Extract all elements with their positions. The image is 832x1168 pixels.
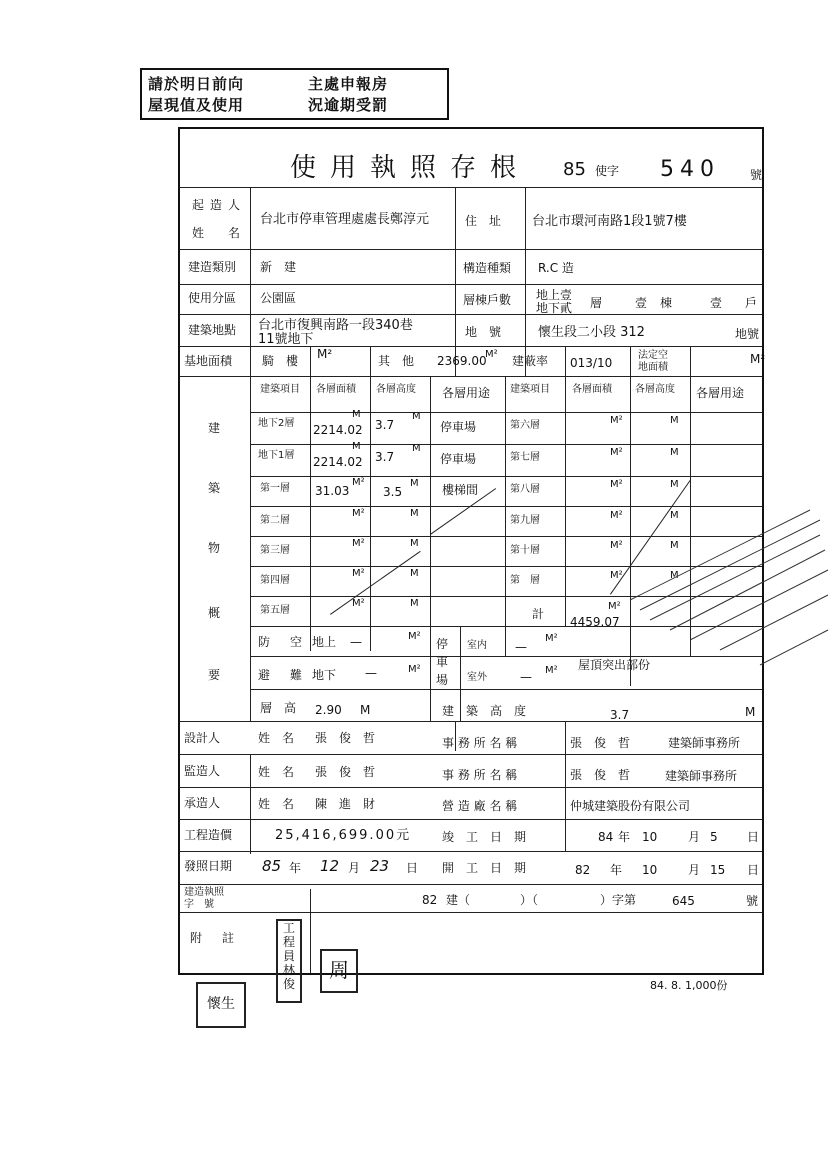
roof-label: 屋頂突出部份 — [578, 658, 651, 672]
floors-above: 地上壹 — [536, 288, 573, 302]
parking-outdoor-dash: — — [520, 670, 532, 684]
coverage-label: 建蔽率 — [512, 354, 549, 368]
lot-label: 地 號 — [465, 325, 502, 339]
col-item-right: 建築項目 — [510, 384, 550, 395]
supervisor-office-name: 張 俊 哲 — [570, 768, 631, 782]
form-title: 使用執照存根 — [290, 153, 531, 183]
permit-label-2: 字 號 — [184, 899, 214, 910]
site-value-2: 11號地下 — [258, 332, 314, 347]
row-9f-height-unit: M — [670, 510, 679, 521]
row-nf-height-unit: M — [670, 570, 679, 581]
site-area-label: 基地面積 — [184, 354, 233, 368]
contractor-firm-name: 仲城建築股份有限公司 — [570, 799, 691, 813]
row-b2-name: 地下2層 — [258, 418, 295, 429]
zone-value: 公園區 — [260, 291, 297, 305]
hu-num: 壹 — [710, 296, 723, 310]
open-label-1: 法定空 — [638, 350, 668, 361]
row-b1-height-unit: M — [412, 443, 421, 454]
start-month-unit: 月 — [688, 863, 701, 877]
contractor-firm-label: 營 造 廠 名 稱 — [442, 799, 518, 813]
warning-line-2: 屋現值及使用 況逾期受罰 — [148, 96, 389, 114]
engineer-title: 工程員 — [282, 921, 295, 963]
floors-label: 層棟戶數 — [463, 293, 512, 307]
hu: 戶 — [745, 296, 758, 310]
row-b1-area-unit: M — [352, 441, 361, 452]
contractor-name: 陳 進 財 — [315, 797, 376, 811]
row-4f-area-unit: M² — [352, 568, 365, 579]
row-nf-area-unit: M² — [610, 570, 623, 581]
parking-indoor-unit: M² — [545, 633, 558, 644]
official-seal-text: 周 — [329, 958, 349, 982]
shelter-above-unit: M² — [408, 631, 421, 642]
row-3f-area-unit: M² — [352, 538, 365, 549]
start-year: 82 — [575, 863, 591, 877]
designer-label: 設計人 — [184, 731, 221, 745]
designer-office-label: 事 務 所 名 稱 — [442, 736, 518, 750]
open-unit: M² — [750, 352, 766, 366]
row-b1-height: 3.7 — [375, 450, 395, 464]
row-b2-height-unit: M — [412, 411, 421, 422]
supervisor-office-type: 建築師事務所 — [665, 769, 738, 783]
row-b1-use: 停車場 — [440, 452, 477, 466]
col-use-right: 各層用途 — [696, 386, 745, 400]
side-label-4: 概 — [208, 606, 221, 620]
arcade-label: 騎 樓 — [262, 354, 299, 368]
done-year: 84 — [598, 830, 614, 844]
row-8f-name: 第八層 — [510, 484, 540, 495]
address-value: 台北市環河南路1段1號7樓 — [532, 214, 687, 229]
permit-year: 85 — [563, 159, 586, 180]
row-1f-use: 樓梯間 — [442, 483, 479, 497]
coverage-value: 013/10 — [570, 356, 613, 370]
row-2f-name: 第二層 — [260, 515, 290, 526]
official-seal — [320, 949, 358, 993]
done-year-unit: 年 — [618, 830, 631, 844]
row-b2-area-unit: M — [352, 409, 361, 420]
applicant-label-1: 起造人 — [192, 198, 247, 212]
col-item-left: 建築項目 — [260, 384, 300, 395]
row-1f-area: 31.03 — [315, 484, 350, 498]
row-4f-height-unit: M — [410, 568, 419, 579]
col-height-right: 各層高度 — [635, 384, 675, 395]
row-b2-area: 2214.02 — [313, 423, 363, 437]
row-nf-name: 第 層 — [510, 575, 540, 586]
floors-ceng: 層 — [590, 296, 603, 310]
side-label-1: 建 — [208, 421, 221, 435]
row-5f-name: 第五層 — [260, 605, 290, 616]
engineer-seal — [276, 919, 302, 1003]
storey-height-label: 層 高 — [260, 701, 297, 715]
row-b1-area: 2214.02 — [313, 455, 363, 469]
issue-year-unit: 年 — [289, 861, 302, 875]
site-value-1: 台北市復興南路一段340巷 — [258, 318, 413, 333]
total-unit: M² — [608, 601, 621, 612]
row-6f-name: 第六層 — [510, 420, 540, 431]
row-4f-name: 第四層 — [260, 575, 290, 586]
row-2f-area-unit: M² — [352, 508, 365, 519]
row-3f-height-unit: M — [410, 538, 419, 549]
start-day-unit: 日 — [747, 863, 760, 877]
permit-zi: ）字第 — [600, 893, 637, 907]
issue-label: 發照日期 — [184, 859, 233, 873]
shelter-below: 地下 — [312, 668, 337, 682]
permit-year-ref: 82 — [422, 893, 438, 907]
side-label-5: 要 — [208, 668, 221, 682]
notes-label: 附 註 — [190, 931, 239, 945]
shelter-label-2: 避 難 — [258, 668, 307, 682]
floors-below: 地下貳 — [536, 301, 573, 315]
row-1f-name: 第一層 — [260, 483, 290, 494]
type-value: 新 建 — [260, 260, 297, 274]
row-9f-area-unit: M² — [610, 510, 623, 521]
storey-height-unit: M — [360, 703, 371, 717]
row-5f-area-unit: M² — [352, 598, 365, 609]
row-6f-height-unit: M — [670, 415, 679, 426]
shelter-above-dash: — — [350, 635, 362, 649]
done-day-unit: 日 — [747, 830, 760, 844]
row-8f-area-unit: M² — [610, 479, 623, 490]
issue-month: 12 — [320, 857, 340, 875]
start-day: 15 — [710, 863, 726, 877]
permit-word: 使字 — [595, 164, 620, 178]
engineer-name: 林俊 — [282, 963, 295, 991]
warning-stamp — [140, 68, 449, 120]
row-7f-area-unit: M² — [610, 447, 623, 458]
supervisor-office-label: 事 務 所 名 稱 — [442, 768, 518, 782]
parking-outdoor: 室外 — [467, 672, 487, 683]
side-label-3: 物 — [208, 541, 221, 555]
storey-height-value: 2.90 — [315, 703, 342, 717]
applicant-label-2: 姓 名 — [192, 226, 247, 240]
struct-label: 構造種類 — [463, 261, 512, 275]
designer-office-name: 張 俊 哲 — [570, 736, 631, 750]
shelter-below-dash: — — [365, 666, 377, 680]
building-height-unit: M — [745, 705, 756, 719]
start-date-label: 開 工 日 期 — [442, 861, 527, 875]
shelter-below-unit: M² — [408, 664, 421, 675]
row-1f-area-unit: M² — [352, 477, 365, 488]
issue-month-unit: 月 — [348, 861, 361, 875]
row-3f-name: 第三層 — [260, 545, 290, 556]
building-height-value: 3.7 — [610, 708, 630, 722]
applicant-name: 台北市停車管理處處長鄭淳元 — [260, 212, 430, 227]
row-7f-height-unit: M — [670, 447, 679, 458]
start-month: 10 — [642, 863, 658, 877]
total-label: 計 — [532, 607, 545, 621]
row-2f-height-unit: M — [410, 508, 419, 519]
open-label-2: 地面積 — [638, 362, 668, 373]
row-10f-area-unit: M² — [610, 540, 623, 551]
row-7f-name: 第七層 — [510, 452, 540, 463]
row-8f-height-unit: M — [670, 479, 679, 490]
address-label: 住 址 — [465, 214, 502, 228]
done-month-unit: 月 — [688, 830, 701, 844]
parking-indoor: 室内 — [467, 640, 487, 651]
parking-outdoor-unit: M² — [545, 665, 558, 676]
col-area-right: 各層面積 — [572, 384, 612, 395]
dong-num: 壹 — [635, 296, 648, 310]
issue-day-unit: 日 — [406, 861, 419, 875]
supervisor-name-label: 姓 名 — [258, 765, 295, 779]
issue-day: 23 — [370, 857, 390, 875]
col-area-left: 各層面積 — [316, 384, 356, 395]
designer-name-label: 姓 名 — [258, 731, 295, 745]
struct-value: R.C 造 — [538, 261, 574, 275]
permit-paren: ）（ — [520, 893, 539, 907]
shelter-label-1: 防 空 — [258, 635, 307, 649]
row-1f-height-unit: M — [410, 478, 419, 489]
designer-office-type: 建築師事務所 — [668, 736, 741, 750]
row-b2-height: 3.7 — [375, 418, 395, 432]
side-label-2: 築 — [208, 481, 221, 495]
row-10f-name: 第十層 — [510, 545, 540, 556]
designer-name: 張 俊 哲 — [315, 731, 376, 745]
done-day: 5 — [710, 830, 718, 844]
shelter-above: 地上 — [312, 635, 337, 649]
row-9f-name: 第九層 — [510, 515, 540, 526]
other-label: 其 他 — [378, 354, 415, 368]
contractor-name-label: 姓 名 — [258, 797, 295, 811]
lot-suffix: 地號 — [735, 327, 760, 341]
permit-number: 540 — [660, 157, 720, 182]
permit-hao: 號 — [746, 894, 759, 908]
print-note: 84. 8. 1,000份 — [650, 979, 728, 992]
col-use-left: 各層用途 — [442, 386, 491, 400]
site-label: 建築地點 — [188, 323, 237, 337]
issue-year: 85 — [262, 857, 282, 875]
stray-marks — [610, 500, 830, 740]
other-value: 2369.00 — [437, 354, 487, 368]
supervisor-label: 監造人 — [184, 764, 221, 778]
row-6f-area-unit: M² — [610, 415, 623, 426]
warning-line-1: 請於明日前向 主處申報房 — [148, 75, 389, 93]
col-height-left: 各層高度 — [376, 384, 416, 395]
side-stamp: 懷生 — [196, 982, 246, 1028]
supervisor-name: 張 俊 哲 — [315, 765, 376, 779]
done-month: 10 — [642, 830, 658, 844]
row-b2-use: 停車場 — [440, 420, 477, 434]
row-10f-height-unit: M — [670, 540, 679, 551]
lot-value: 懷生段二小段 312 — [538, 325, 645, 340]
cost-label: 工程造價 — [184, 828, 233, 842]
contractor-label: 承造人 — [184, 796, 221, 810]
permit-label-1: 建造執照 — [184, 887, 224, 898]
done-date-label: 竣 工 日 期 — [442, 830, 527, 844]
dong: 棟 — [660, 296, 673, 310]
arcade-unit: M² — [317, 347, 333, 361]
permit-jian: 建（ — [446, 893, 471, 907]
permit-no: 645 — [672, 894, 695, 908]
parking-label: 停車場 — [436, 637, 449, 687]
permit-suffix: 號 — [750, 168, 763, 182]
row-b1-name: 地下1層 — [258, 450, 295, 461]
cost-value: 25,416,699.00元 — [275, 828, 412, 843]
parking-indoor-dash: — — [515, 640, 527, 654]
total-value: 4459.07 — [570, 615, 620, 629]
building-height-label: 建 築 高 度 — [442, 704, 527, 718]
type-label: 建造類別 — [188, 260, 237, 274]
start-year-unit: 年 — [610, 863, 623, 877]
row-1f-height: 3.5 — [383, 485, 403, 499]
row-5f-height-unit: M — [410, 598, 419, 609]
zone-label: 使用分區 — [188, 291, 237, 305]
other-unit: M² — [485, 349, 498, 360]
